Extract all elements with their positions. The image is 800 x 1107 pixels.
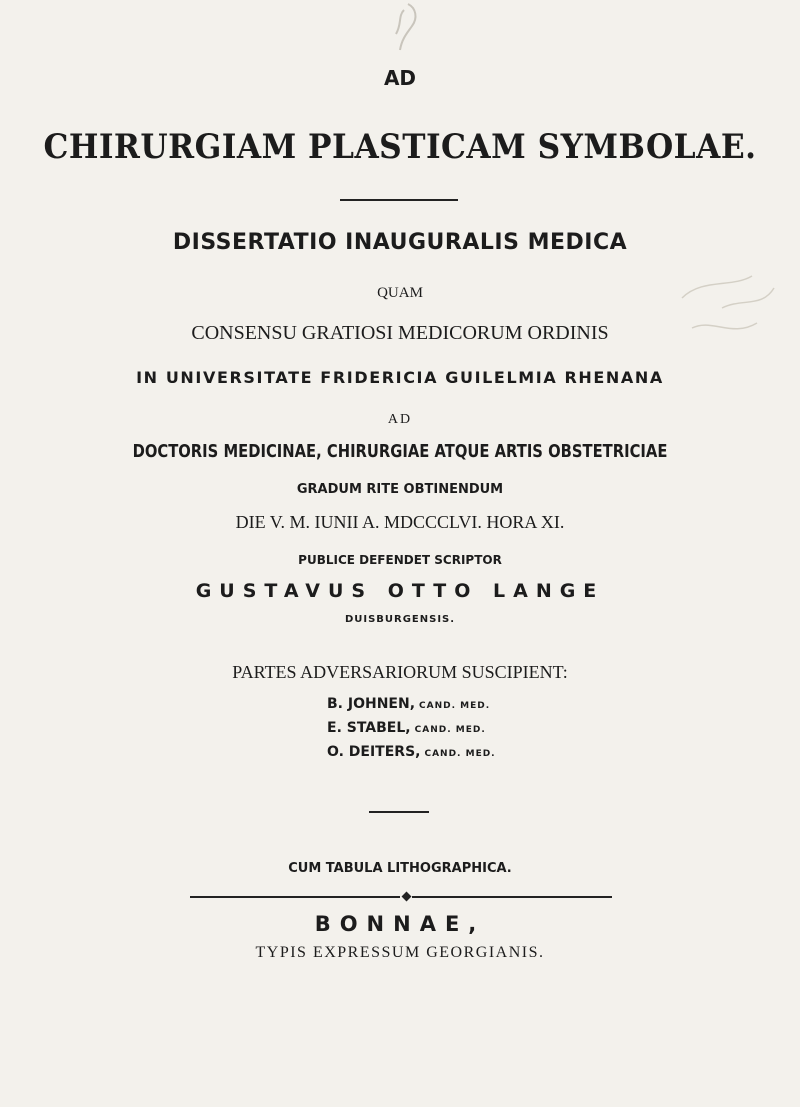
gradum-line: GRADUM RITE OBTINENDUM — [296, 482, 504, 497]
publice-line: PUBLICE DEFENDET SCRIPTOR — [298, 553, 502, 567]
author-name: GUSTAVUS OTTO LANGE — [195, 580, 605, 602]
ornament-rule-left — [190, 896, 400, 898]
author-origin: DUISBURGENSIS. — [344, 614, 456, 625]
consensu-line: CONSENSU GRATIOSI MEDICORUM ORDINIS — [191, 322, 609, 344]
opponent-name: E. STABEL, — [327, 720, 411, 736]
opponent-title: CAND. MED. — [424, 749, 496, 759]
library-stamp-mark — [378, 0, 424, 62]
ornament-diamond-icon — [402, 892, 412, 902]
degree-line: DOCTORIS MEDICINAE, CHIRURGIAE ATQUE ARTIS OBSTETRICIAE — [132, 441, 668, 462]
imprint-city: BONNAE, — [314, 912, 486, 936]
opponents-heading: PARTES ADVERSARIORUM SUSCIPIENT: — [232, 662, 568, 682]
opponent-item — [327, 744, 496, 760]
ad-line: AD — [387, 412, 413, 427]
imprint-printer: TYPIS EXPRESSUM GEORGIANIS. — [255, 944, 545, 961]
opponent-title: CAND. MED. — [414, 725, 486, 735]
date-line: DIE V. M. IUNII A. MDCCCLVI. HORA XI. — [235, 512, 565, 532]
main-title: CHIRURGIAM PLASTICAM SYMBOLAE. — [43, 127, 757, 167]
opponent-name: O. DEITERS, — [327, 744, 421, 760]
short-divider — [369, 811, 429, 813]
quam-line: QUAM — [377, 285, 423, 301]
opponent-item — [327, 696, 490, 712]
opponent-title: CAND. MED. — [419, 701, 491, 711]
dissertation-heading: DISSERTATIO INAUGURALIS MEDICA — [172, 230, 628, 255]
preposition-ad: AD — [383, 66, 417, 90]
opponent-name: B. JOHNEN, — [327, 696, 416, 712]
paper-stain-mark — [662, 268, 782, 358]
university-line: IN UNIVERSITATE FRIDERICIA GUILELMIA RHENANA — [136, 368, 664, 387]
title-divider — [340, 199, 458, 201]
ornament-rule-right — [412, 896, 612, 898]
tabula-line: CUM TABULA LITHOGRAPHICA. — [288, 861, 512, 876]
opponent-item — [327, 720, 486, 736]
